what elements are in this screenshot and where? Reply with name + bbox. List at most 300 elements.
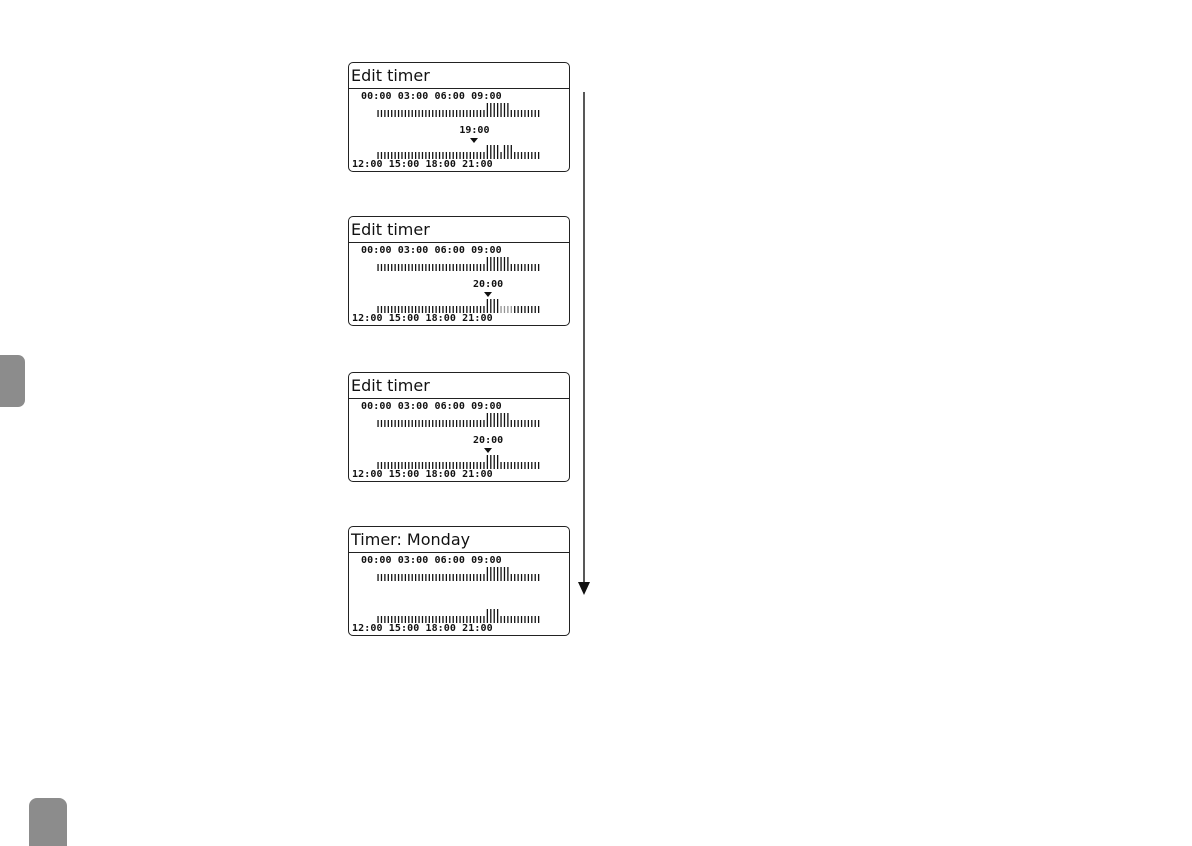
timer-slot-bar (487, 567, 488, 581)
timer-slot-bar (514, 110, 515, 117)
timer-slot-bar (494, 299, 495, 313)
timer-slot-bar (490, 567, 491, 581)
timer-slot-bar (418, 462, 419, 469)
timer-slot-bar (377, 306, 378, 313)
hours-row-bottom: 12:00 15:00 18:00 21:00 (352, 313, 493, 324)
timer-slot-bar (381, 264, 382, 271)
timer-slot-bar (456, 616, 457, 623)
timer-slot-bar (466, 264, 467, 271)
timer-slot-bar (521, 462, 522, 469)
timer-slot-bar (415, 152, 416, 159)
timer-slot-bar (466, 462, 467, 469)
timer-slot-bar (401, 574, 402, 581)
timer-slot-bar (494, 609, 495, 623)
timer-slot-bar (453, 462, 454, 469)
timer-slot-bar (394, 306, 395, 313)
timer-slot-bar (470, 462, 471, 469)
timer-slot-bar (521, 110, 522, 117)
timer-slot-bar (463, 616, 464, 623)
timer-slot-bar (524, 110, 525, 117)
timer-slot-bar (500, 257, 501, 271)
timer-bars-top (377, 257, 541, 271)
timer-slot-bar (517, 152, 518, 159)
timer-slot-bar (507, 145, 508, 159)
timer-slot-bar (412, 110, 413, 117)
timer-slot-bar (446, 152, 447, 159)
timer-slot-bar (398, 420, 399, 427)
timer-slot-bar (398, 574, 399, 581)
timer-slot-bar (473, 616, 474, 623)
timer-slot-bar (528, 306, 529, 313)
timer-slot-bar (422, 306, 423, 313)
timer-slot-bar (497, 299, 498, 313)
timer-slot-bar (538, 462, 539, 469)
timer-slot-bar (507, 103, 508, 117)
timer-slot-bar (473, 420, 474, 427)
timer-slot-bar (507, 462, 508, 469)
timer-slot-bar (504, 306, 505, 313)
timer-slot-bar (439, 574, 440, 581)
timer-slot-bar (531, 152, 532, 159)
timer-slot-bar (514, 306, 515, 313)
timer-slot-bar (463, 462, 464, 469)
timer-slot-bar (535, 264, 536, 271)
timer-slot-bar (490, 299, 491, 313)
timer-slot-bar (470, 420, 471, 427)
timer-slot-bar (415, 420, 416, 427)
time-marker-label: 19:00 (459, 125, 490, 136)
timer-slot-bar (449, 462, 450, 469)
timer-slot-bar (418, 264, 419, 271)
timer-slot-bar (442, 462, 443, 469)
timer-slot-bar (377, 264, 378, 271)
timer-slot-bar (422, 110, 423, 117)
timer-slot-bar (432, 574, 433, 581)
timer-slot-bar (473, 264, 474, 271)
timer-slot-bar (418, 306, 419, 313)
timer-slot-bar (511, 462, 512, 469)
timer-slot-bar (439, 306, 440, 313)
timer-slot-bar (401, 110, 402, 117)
timer-slot-bar (394, 574, 395, 581)
timer-slot-bar (500, 152, 501, 159)
timer-slot-bar (470, 574, 471, 581)
timer-slot-bar (391, 616, 392, 623)
timer-slot-bar (381, 420, 382, 427)
timer-slot-bar (439, 152, 440, 159)
timer-slot-bar (487, 145, 488, 159)
timer-slot-bar (381, 574, 382, 581)
timer-slot-bar (480, 264, 481, 271)
timer-slot-bar (494, 145, 495, 159)
timer-slot-bar (476, 574, 477, 581)
timer-slot-bar (418, 574, 419, 581)
timer-slot-bar (394, 616, 395, 623)
timer-slot-bar (483, 306, 484, 313)
timer-slot-bar (394, 264, 395, 271)
timer-bars-top (377, 103, 541, 117)
timer-slot-bar (453, 574, 454, 581)
timer-slot-bar (398, 110, 399, 117)
timer-slot-bar (531, 420, 532, 427)
time-marker-arrow-icon (484, 448, 492, 453)
timer-slot-bar (384, 420, 385, 427)
timer-slot-bar (412, 264, 413, 271)
timer-slot-bar (391, 264, 392, 271)
timer-slot-bar (432, 462, 433, 469)
timer-slot-bar (449, 110, 450, 117)
timer-slot-bar (531, 306, 532, 313)
timer-slot-bar (514, 616, 515, 623)
timer-slot-bar (517, 574, 518, 581)
timer-slot-bar (442, 616, 443, 623)
timer-slot-bar (514, 264, 515, 271)
timer-slot-bar (453, 110, 454, 117)
timer-screen-3 (348, 372, 570, 482)
timer-slot-bar (487, 257, 488, 271)
timer-slot-bar (473, 306, 474, 313)
timer-slot-bar (535, 616, 536, 623)
timer-slot-bar (456, 420, 457, 427)
timer-slot-bar (435, 462, 436, 469)
timer-slot-bar (442, 306, 443, 313)
timer-slot-bar (435, 420, 436, 427)
timer-slot-bar (490, 413, 491, 427)
timer-slot-bar (422, 264, 423, 271)
timer-slot-bar (476, 420, 477, 427)
timer-slot-bar (483, 152, 484, 159)
timer-slot-bar (384, 110, 385, 117)
timer-slot-bar (432, 306, 433, 313)
timer-slot-bar (435, 574, 436, 581)
timer-slot-bar (446, 264, 447, 271)
timer-bars-bottom (377, 455, 541, 469)
timer-slot-bar (398, 264, 399, 271)
timer-slot-bar (466, 616, 467, 623)
timer-slot-bar (446, 420, 447, 427)
timer-slot-bar (415, 110, 416, 117)
timer-slot-bar (497, 609, 498, 623)
timer-slot-bar (405, 152, 406, 159)
timer-slot-bar (446, 462, 447, 469)
screen-title: Edit timer (349, 373, 569, 399)
timer-slot-bar (377, 462, 378, 469)
timer-slot-bar (381, 306, 382, 313)
timer-slot-bar (429, 152, 430, 159)
timer-slot-bar (401, 462, 402, 469)
timer-slot-bar (494, 567, 495, 581)
timer-slot-bar (511, 264, 512, 271)
timer-slot-bar (497, 103, 498, 117)
timer-slot-bar (476, 616, 477, 623)
timer-slot-bar (388, 574, 389, 581)
timer-slot-bar (504, 257, 505, 271)
timer-slot-bar (528, 420, 529, 427)
timer-slot-bar (459, 264, 460, 271)
timer-slot-bar (528, 616, 529, 623)
timer-slot-bar (494, 455, 495, 469)
timer-slot-bar (449, 574, 450, 581)
timer-slot-bar (425, 462, 426, 469)
timer-slot-bar (459, 420, 460, 427)
timer-slot-bar (463, 110, 464, 117)
timer-slot-bar (459, 152, 460, 159)
timer-slot-bar (377, 110, 378, 117)
timer-slot-bar (480, 152, 481, 159)
timer-slot-bar (524, 574, 525, 581)
timer-slot-bar (449, 152, 450, 159)
timer-slot-bar (517, 462, 518, 469)
timer-slot-bar (463, 574, 464, 581)
timer-slot-bar (418, 420, 419, 427)
timer-slot-bar (483, 462, 484, 469)
timer-slot-bar (531, 616, 532, 623)
timer-slot-bar (384, 152, 385, 159)
timer-bars-bottom (377, 609, 541, 623)
timer-slot-bar (446, 306, 447, 313)
timer-slot-bar (429, 574, 430, 581)
timer-slot-bar (422, 152, 423, 159)
timer-slot-bar (435, 152, 436, 159)
timer-slot-bar (535, 306, 536, 313)
timer-slot-bar (483, 574, 484, 581)
timer-slot-bar (408, 110, 409, 117)
timer-slot-bar (524, 152, 525, 159)
timer-slot-bar (524, 306, 525, 313)
timer-slot-bar (422, 574, 423, 581)
timer-slot-bar (490, 455, 491, 469)
timer-bars-top (377, 413, 541, 427)
timer-slot-bar (401, 306, 402, 313)
timer-slot-bar (521, 306, 522, 313)
timer-slot-bar (408, 264, 409, 271)
timer-slot-bar (473, 110, 474, 117)
timer-slot-bar (412, 152, 413, 159)
timer-slot-bar (511, 110, 512, 117)
hours-row-top: 00:00 03:00 06:00 09:00 (361, 245, 502, 256)
timer-slot-bar (405, 306, 406, 313)
timer-slot-bar (442, 574, 443, 581)
timer-slot-bar (476, 306, 477, 313)
timer-slot-bar (412, 616, 413, 623)
timer-slot-bar (398, 462, 399, 469)
hours-row-top: 00:00 03:00 06:00 09:00 (361, 91, 502, 102)
side-chapter-tab (0, 355, 25, 407)
timer-slot-bar (490, 103, 491, 117)
timer-slot-bar (470, 616, 471, 623)
timer-slot-bar (507, 616, 508, 623)
timer-slot-bar (487, 609, 488, 623)
timer-slot-bar (528, 264, 529, 271)
timer-slot-bar (538, 616, 539, 623)
timer-slot-bar (487, 299, 488, 313)
timer-slot-bar (500, 616, 501, 623)
timer-slot-bar (531, 574, 532, 581)
timer-slot-bar (405, 574, 406, 581)
timer-slot-bar (453, 420, 454, 427)
timer-slot-bar (449, 306, 450, 313)
timer-slot-bar (538, 306, 539, 313)
timer-slot-bar (388, 420, 389, 427)
timer-slot-bar (425, 306, 426, 313)
timer-slot-bar (388, 462, 389, 469)
timer-slot-bar (480, 420, 481, 427)
timer-slot-bar (459, 574, 460, 581)
timer-slot-bar (483, 110, 484, 117)
timer-slot-bar (480, 306, 481, 313)
timer-slot-bar (456, 462, 457, 469)
timer-slot-bar (456, 574, 457, 581)
timer-slot-bar (507, 257, 508, 271)
timer-slot-bar (473, 462, 474, 469)
timer-slot-bar (511, 574, 512, 581)
timer-slot-bar (377, 152, 378, 159)
timer-slot-bar (388, 616, 389, 623)
timer-slot-bar (415, 574, 416, 581)
timer-slot-bar (422, 462, 423, 469)
timer-slot-bar (412, 574, 413, 581)
timer-slot-bar (531, 462, 532, 469)
timer-slot-bar (538, 574, 539, 581)
timer-slot-bar (453, 152, 454, 159)
screen-title: Edit timer (349, 63, 569, 89)
hours-row-top: 00:00 03:00 06:00 09:00 (361, 555, 502, 566)
timer-slot-bar (384, 616, 385, 623)
timer-slot-bar (435, 264, 436, 271)
timer-slot-bar (459, 306, 460, 313)
timer-slot-bar (459, 110, 460, 117)
timer-slot-bar (439, 110, 440, 117)
hours-row-bottom: 12:00 15:00 18:00 21:00 (352, 623, 493, 634)
timer-slot-bar (432, 616, 433, 623)
timer-slot-bar (377, 616, 378, 623)
timer-slot-bar (439, 616, 440, 623)
timer-slot-bar (514, 152, 515, 159)
timer-slot-bar (391, 420, 392, 427)
timer-slot-bar (524, 616, 525, 623)
timer-slot-bar (429, 110, 430, 117)
timer-slot-bar (391, 306, 392, 313)
timer-slot-bar (408, 152, 409, 159)
timer-slot-bar (500, 103, 501, 117)
timer-bars-bottom (377, 299, 541, 313)
timer-slot-bar (500, 462, 501, 469)
timer-slot-bar (514, 462, 515, 469)
timer-slot-bar (446, 616, 447, 623)
timer-slot-bar (415, 462, 416, 469)
timer-slot-bar (524, 420, 525, 427)
timer-slot-bar (466, 110, 467, 117)
timer-slot-bar (497, 455, 498, 469)
timer-slot-bar (528, 574, 529, 581)
timer-slot-bar (408, 616, 409, 623)
timer-slot-bar (405, 616, 406, 623)
timer-slot-bar (504, 103, 505, 117)
timer-slot-bar (388, 110, 389, 117)
timer-slot-bar (483, 616, 484, 623)
timer-slot-bar (439, 420, 440, 427)
timer-slot-bar (432, 264, 433, 271)
timer-slot-bar (476, 462, 477, 469)
timer-slot-bar (412, 462, 413, 469)
timer-slot-bar (504, 616, 505, 623)
timer-slot-bar (470, 110, 471, 117)
timer-slot-bar (535, 462, 536, 469)
timer-slot-bar (377, 420, 378, 427)
timer-slot-bar (490, 609, 491, 623)
timer-slot-bar (394, 152, 395, 159)
timer-slot-bar (507, 413, 508, 427)
timer-slot-bar (507, 306, 508, 313)
timer-screen-4 (348, 526, 570, 636)
timer-slot-bar (425, 574, 426, 581)
timer-slot-bar (463, 420, 464, 427)
timer-slot-bar (384, 462, 385, 469)
timer-slot-bar (446, 574, 447, 581)
timer-slot-bar (473, 152, 474, 159)
timer-slot-bar (497, 413, 498, 427)
timer-slot-bar (463, 152, 464, 159)
timer-slot-bar (497, 567, 498, 581)
timer-slot-bar (480, 462, 481, 469)
timer-slot-bar (391, 152, 392, 159)
timer-slot-bar (391, 110, 392, 117)
timer-slot-bar (429, 420, 430, 427)
timer-slot-bar (463, 306, 464, 313)
timer-slot-bar (425, 152, 426, 159)
timer-slot-bar (524, 462, 525, 469)
timer-slot-bar (401, 616, 402, 623)
timer-slot-bar (494, 413, 495, 427)
timer-bars-bottom (377, 145, 541, 159)
timer-slot-bar (412, 420, 413, 427)
timer-slot-bar (514, 420, 515, 427)
timer-slot-bar (418, 616, 419, 623)
timer-slot-bar (388, 152, 389, 159)
timer-slot-bar (435, 306, 436, 313)
timer-slot-bar (422, 616, 423, 623)
screen-title: Edit timer (349, 217, 569, 243)
timer-slot-bar (480, 574, 481, 581)
timer-slot-bar (466, 574, 467, 581)
timer-slot-bar (531, 110, 532, 117)
timer-slot-bar (463, 264, 464, 271)
timer-slot-bar (432, 420, 433, 427)
timer-slot-bar (381, 152, 382, 159)
timer-slot-bar (446, 110, 447, 117)
timer-slot-bar (476, 152, 477, 159)
timer-slot-bar (528, 462, 529, 469)
timer-slot-bar (497, 257, 498, 271)
hours-row-bottom: 12:00 15:00 18:00 21:00 (352, 159, 493, 170)
timer-screen-2 (348, 216, 570, 326)
timer-slot-bar (425, 420, 426, 427)
timer-slot-bar (401, 264, 402, 271)
timer-bars-top (377, 567, 541, 581)
timer-slot-bar (388, 264, 389, 271)
timer-slot-bar (514, 574, 515, 581)
timer-slot-bar (429, 264, 430, 271)
timer-slot-bar (391, 574, 392, 581)
timer-slot-bar (429, 462, 430, 469)
timer-slot-bar (381, 616, 382, 623)
timer-slot-bar (391, 462, 392, 469)
timer-slot-bar (425, 616, 426, 623)
timer-slot-bar (490, 145, 491, 159)
timer-slot-bar (384, 264, 385, 271)
timer-slot-bar (456, 264, 457, 271)
timer-slot-bar (449, 264, 450, 271)
